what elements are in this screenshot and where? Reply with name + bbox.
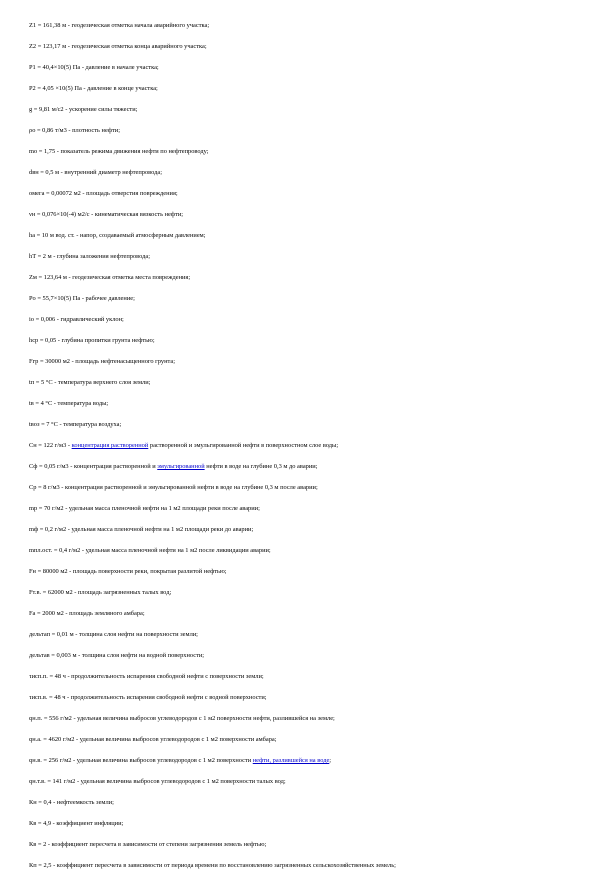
hyperlink[interactable]: эмульгированной	[157, 463, 205, 470]
parameter-line	[29, 687, 574, 708]
line-text-after-link: нефти в воде на глубине 0,3 м до аварии;	[204, 463, 318, 470]
line-text: ρо = 0,86 т/м3 - плотность нефти;	[29, 127, 120, 134]
line-text: qн.в. = 256 г/м2 - удельная величина выбросов углеводородов с 1 м2 поверхности	[29, 757, 253, 764]
parameter-line	[29, 99, 574, 120]
parameter-line	[29, 393, 574, 414]
parameter-line	[29, 561, 574, 582]
parameter-line	[29, 624, 574, 645]
line-text: mф = 0,2 г/м2 - удельная масса пленочной нефти на 1 м2 площади реки до аварии;	[29, 526, 254, 533]
parameter-line	[29, 729, 574, 750]
line-text: hср = 0,05 - глубина пропитки грунта нефтью;	[29, 337, 155, 344]
line-text: dвн = 0,5 м - внутренний диаметр нефтепровода;	[29, 169, 163, 176]
parameter-line	[29, 204, 574, 225]
parameter-line	[29, 750, 574, 771]
parameter-line	[29, 288, 574, 309]
line-text: Fт.в. = 62000 м2 - площадь загрязненных талых вод;	[29, 589, 172, 596]
hyperlink[interactable]: нефти, разлившейся на воде	[252, 757, 330, 764]
line-text: дельтав = 0,003 м - толщина слоя нефти на водной поверхности;	[29, 652, 205, 659]
parameter-line	[29, 834, 574, 855]
parameter-line	[29, 582, 574, 603]
line-text: mр = 70 г/м2 - удельная масса пленочной нефти на 1 м2 площади реки после аварии;	[29, 505, 260, 512]
parameter-line	[29, 351, 574, 372]
parameter-line	[29, 36, 574, 57]
line-text: Z2 = 123,17 м - геодезическая отметка конца аварийного участка;	[29, 43, 207, 50]
parameter-line	[29, 666, 574, 687]
line-text: Fгр = 30000 м2 - площадь нефтенасыщенного грунта;	[29, 358, 176, 365]
parameter-line	[29, 771, 574, 792]
parameter-line	[29, 15, 574, 36]
line-text: Fн = 80000 м2 - площадь поверхности реки, покрытая разлитой нефтью;	[29, 568, 227, 575]
line-text: Pо = 55,7×10(5) Па - рабочее давление;	[29, 295, 135, 302]
line-text: qн.а. = 4620 г/м2 - удельная величина выбросов углеводородов с 1 м2 поверхности амбара;	[29, 736, 277, 743]
line-text: Z1 = 161,38 м - геодезическая отметка начала аварийного участка;	[29, 22, 210, 29]
line-text: νн = 0,076×10(-4) м2/с - кинематическая вязкость нефти;	[29, 211, 184, 218]
line-text: τисп.в. = 48 ч - продолжительность испарения свободной нефти с водной поверхности;	[29, 694, 267, 701]
line-text: Fа = 2000 м2 - площадь земляного амбара;	[29, 610, 145, 617]
parameter-line	[29, 309, 574, 330]
parameter-line	[29, 498, 574, 519]
line-text: tвоз = 7 °С - температура воздуха;	[29, 421, 122, 428]
parameter-line	[29, 183, 574, 204]
line-text: Кв = 4,9 - коэффициент инфляции;	[29, 820, 124, 827]
parameter-line	[29, 435, 574, 456]
parameter-line	[29, 414, 574, 435]
hyperlink[interactable]: концентрация растворенной	[71, 442, 149, 449]
line-text-after-link: растворенной и эмульгированной нефти в поверхностном слое воды;	[148, 442, 339, 449]
line-text: mo = 1,75 - показатель режима движения нефти по нефтепроводу;	[29, 148, 209, 155]
line-text: Кв = 2 - коэффициент пересчета в зависимости от степени загрязнения земель нефтью;	[29, 841, 267, 848]
parameter-line	[29, 792, 574, 813]
document-page	[29, 15, 574, 876]
parameter-line	[29, 141, 574, 162]
parameter-line	[29, 456, 574, 477]
parameter-line	[29, 855, 574, 876]
parameter-line	[29, 225, 574, 246]
line-text: τисп.п. = 48 ч - продолжительность испарения свободной нефти с поверхности земли;	[29, 673, 264, 680]
line-text: qн.п. = 556 г/м2 - удельная величина выбросов углеводородов с 1 м2 поверхности нефти, разлившейся на земле;	[29, 715, 335, 722]
line-text: Кп = 2,5 - коэффициент пересчета в зависимости от периода времени по восстановлению загрязненных сельскохозяйственных земель;	[29, 862, 396, 869]
parameter-line	[29, 267, 574, 288]
parameter-line	[29, 57, 574, 78]
line-text: io = 0,006 - гидравлический уклон;	[29, 316, 124, 323]
line-text: hа = 10 м вод. ст. - напор, создаваемый атмосферным давлением;	[29, 232, 206, 239]
parameter-line	[29, 813, 574, 834]
line-text: Сф = 0,05 г/м3 - концентрация растворенной и	[29, 463, 158, 470]
line-text: дельтап = 0,01 м - толщина слоя нефти на поверхности земли;	[29, 631, 198, 638]
parameter-line	[29, 477, 574, 498]
parameter-line	[29, 603, 574, 624]
parameter-line	[29, 519, 574, 540]
line-text: Zм = 123,64 м - геодезическая отметка места повреждения;	[29, 274, 191, 281]
parameter-line	[29, 540, 574, 561]
parameter-line	[29, 78, 574, 99]
parameter-line	[29, 645, 574, 666]
line-text: омега = 0,00072 м2 - площадь отверстия повреждения;	[29, 190, 178, 197]
line-text: mпл.ост. = 0,4 г/м2 - удельная масса пленочной нефти на 1 м2 после ликвидации аварии;	[29, 547, 271, 554]
line-text: tп = 5 °С - температура верхнего слоя земли;	[29, 379, 151, 386]
line-text: Сн = 122 г/м3 -	[29, 442, 72, 449]
line-text: tв = 4 °С - температура воды;	[29, 400, 109, 407]
line-text: Ср = 8 г/м3 - концентрация растворенной и эмульгированной нефти в воде на глубине 0,3 м после аварии;	[29, 484, 318, 491]
parameter-line	[29, 120, 574, 141]
line-text: qн.т.в. = 141 г/м2 - удельная величина выбросов углеводородов с 1 м2 поверхности талых вод;	[29, 778, 286, 785]
line-text: P2 = 4,05 ×10(5) Па - давление в конце участка;	[29, 85, 158, 92]
line-text: hT = 2 м - глубина заложения нефтепровода;	[29, 253, 151, 260]
line-text: g = 9,81 м/с2 - ускорение силы тяжести;	[29, 106, 138, 113]
line-text: P1 = 40,4×10(5) Па - давление в начале участка;	[29, 64, 159, 71]
line-text-after-link: ;	[329, 757, 332, 764]
parameter-line	[29, 162, 574, 183]
parameter-line	[29, 246, 574, 267]
parameter-line	[29, 330, 574, 351]
parameter-line	[29, 708, 574, 729]
line-text: Кн = 0,4 - нефтеемкость земли;	[29, 799, 114, 806]
parameter-line	[29, 372, 574, 393]
